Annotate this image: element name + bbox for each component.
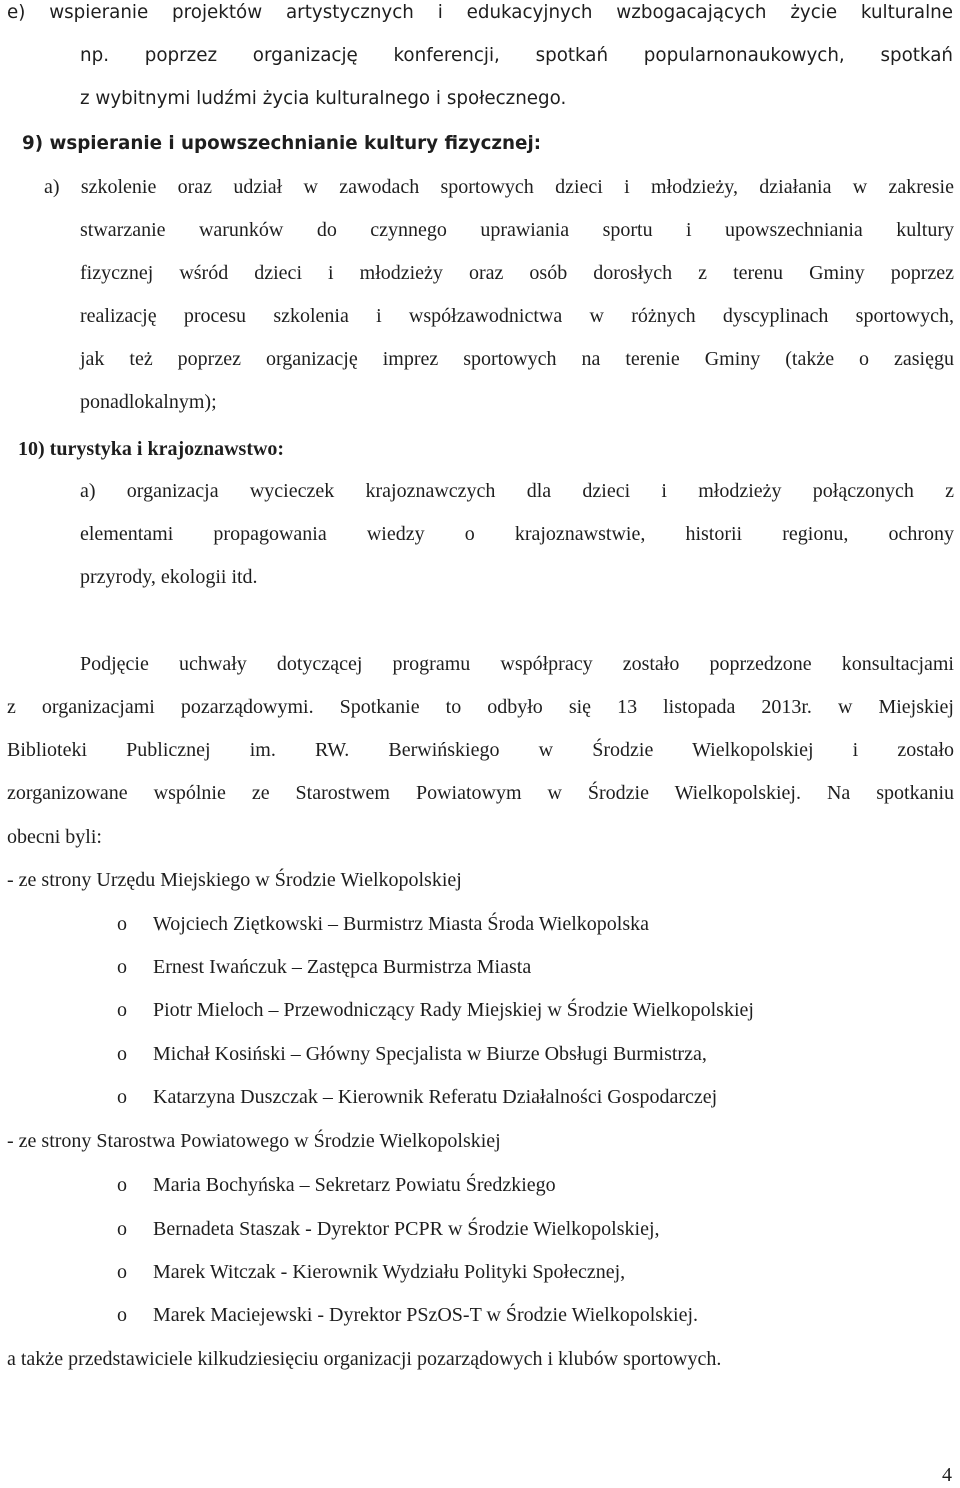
group-2-heading: - ze strony Starostwa Powiatowego w Środzie Wielkopolskiej: [7, 1130, 501, 1152]
list-bullet: o: [117, 1218, 127, 1240]
closing-line: a także przedstawiciele kilkudziesięciu organizacji pozarządowych i klubów sportowych.: [7, 1348, 722, 1370]
consultation-line-2: z organizacjami pozarządowymi. Spotkanie to odbyło się 13 listopada 2013r. w Miejskiej: [7, 696, 954, 718]
list-bullet: o: [117, 999, 127, 1021]
consultation-line-3: Biblioteki Publicznej im. RW. Berwińskiego w Środzie Wielkopolskiej i zostało: [7, 739, 954, 761]
list-bullet: o: [117, 913, 127, 935]
group-2-member-1: Maria Bochyńska – Sekretarz Powiatu Średzkiego: [153, 1174, 556, 1196]
group-1-member-5: Katarzyna Duszczak – Kierownik Referatu Działalności Gospodarczej: [153, 1086, 718, 1108]
list-bullet: o: [117, 1086, 127, 1108]
section-9-item-a-line-4: realizację procesu szkolenia i współzawodnictwa w różnych dyscyplinach sportowych,: [80, 305, 954, 327]
list-bullet: o: [117, 1261, 127, 1283]
item-e-line-3: z wybitnymi ludźmi życia kulturalnego i społecznego.: [80, 88, 567, 109]
item-e-line-1: e) wspieranie projektów artystycznych i edukacyjnych wzbogacających życie kulturalne: [7, 2, 953, 23]
section-9-item-a-line-1: a) szkolenie oraz udział w zawodach sportowych dzieci i młodzieży, działania w zakresie: [44, 176, 954, 198]
item-e-line-2: np. poprzez organizację konferencji, spotkań popularnonaukowych, spotkań: [80, 45, 953, 66]
consultation-line-4: zorganizowane wspólnie ze Starostwem Powiatowym w Środzie Wielkopolskiej. Na spotkaniu: [7, 782, 954, 804]
group-1-heading: - ze strony Urzędu Miejskiego w Środzie Wielkopolskiej: [7, 869, 462, 891]
page-number: 4: [942, 1464, 952, 1486]
group-2-member-3: Marek Witczak - Kierownik Wydziału Polityki Społecznej,: [153, 1261, 626, 1283]
section-10-item-a-line-2: elementami propagowania wiedzy o krajoznawstwie, historii regionu, ochrony: [80, 523, 954, 545]
section-10-item-a-line-1: a) organizacja wycieczek krajoznawczych dla dzieci i młodzieży połączonych z: [80, 480, 954, 502]
list-bullet: o: [117, 1043, 127, 1065]
section-9-heading: 9) wspieranie i upowszechnianie kultury fizycznej:: [22, 133, 542, 154]
consultation-line-1: Podjęcie uchwały dotyczącej programu współpracy zostało poprzedzone konsultacjami: [80, 653, 954, 675]
group-2-member-2: Bernadeta Staszak - Dyrektor PCPR w Środzie Wielkopolskiej,: [153, 1218, 660, 1240]
section-9-item-a-line-6: ponadlokalnym);: [80, 391, 217, 413]
group-1-member-4: Michał Kosiński – Główny Specjalista w Biurze Obsługi Burmistrza,: [153, 1043, 707, 1065]
section-9-item-a-line-5: jak też poprzez organizację imprez sportowych na terenie Gminy (także o zasięgu: [80, 348, 954, 370]
section-9-item-a-line-2: stwarzanie warunków do czynnego uprawiania sportu i upowszechniania kultury: [80, 219, 954, 241]
section-10-heading: 10) turystyka i krajoznawstwo:: [18, 438, 285, 460]
group-1-member-2: Ernest Iwańczuk – Zastępca Burmistrza Miasta: [153, 956, 532, 978]
group-2-member-4: Marek Maciejewski - Dyrektor PSzOS-T w Środzie Wielkopolskiej.: [153, 1304, 699, 1326]
section-9-item-a-line-3: fizycznej wśród dzieci i młodzieży oraz osób dorosłych z terenu Gminy poprzez: [80, 262, 954, 284]
list-bullet: o: [117, 1304, 127, 1326]
group-1-member-3: Piotr Mieloch – Przewodniczący Rady Miejskiej w Środzie Wielkopolskiej: [153, 999, 754, 1021]
section-10-item-a-line-3: przyrody, ekologii itd.: [80, 566, 258, 588]
consultation-line-5: obecni byli:: [7, 826, 102, 848]
group-1-member-1: Wojciech Ziętkowski – Burmistrz Miasta Środa Wielkopolska: [153, 913, 650, 935]
list-bullet: o: [117, 1174, 127, 1196]
list-bullet: o: [117, 956, 127, 978]
